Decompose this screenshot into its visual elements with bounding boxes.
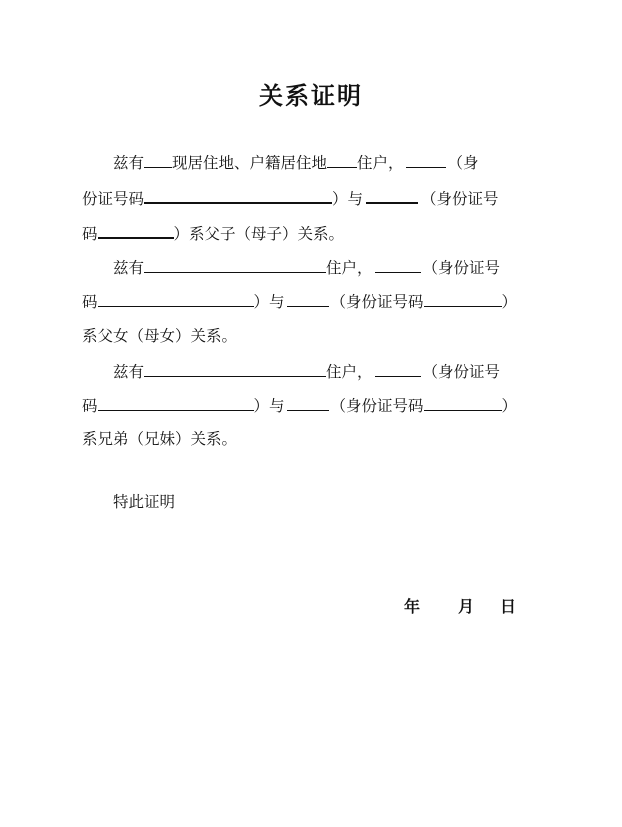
para3-line3 [82, 428, 542, 450]
date-month: 月 [458, 597, 475, 616]
para2-person2-blank[interactable] [287, 290, 329, 307]
para2-id-blank-a[interactable] [98, 290, 254, 307]
para1-resident: 住户， [357, 154, 404, 172]
para1-line3 [82, 221, 542, 245]
closing-line [82, 491, 542, 513]
para1-place-blank-right[interactable] [327, 151, 357, 168]
para2-id-label-b: （身份证号码 [330, 293, 424, 311]
document-title: 关系证明 [259, 82, 363, 110]
para3-id-label-a: （身份证号 [422, 363, 501, 381]
para1-close-with: ）与 [332, 190, 364, 208]
para2-relation: 系父女（母女）关系。 [82, 327, 238, 345]
para3-close: ） [501, 397, 518, 415]
para3-close-with: ）与 [253, 397, 285, 415]
para2-person1-blank[interactable] [375, 256, 421, 273]
para1-line2 [82, 186, 542, 210]
date-line [404, 594, 516, 617]
para2-place-blank[interactable] [144, 256, 326, 273]
para3-id-blank-a[interactable] [98, 394, 254, 411]
para2-line3 [82, 325, 542, 347]
para1-id-label-b: （身份证号 [421, 190, 499, 208]
para3-person1-blank[interactable] [375, 360, 421, 377]
para1-id-label-a: 份证号码 [82, 190, 145, 208]
closing-text: 特此证明 [113, 493, 176, 511]
para1-lead: 兹有 [113, 154, 145, 172]
para3-id-blank-b[interactable] [424, 394, 502, 411]
para3-person2-blank[interactable] [287, 394, 329, 411]
para3-line1 [82, 360, 542, 383]
para1-ma: 码 [82, 225, 98, 243]
para2-line1 [82, 256, 542, 279]
para2-id-blank-b[interactable] [424, 290, 502, 307]
para2-close-with: ）与 [253, 293, 285, 311]
date-year: 年 [404, 597, 421, 616]
para1-relation: ）系父子（母子）关系。 [173, 225, 345, 243]
para1-person1-blank[interactable] [406, 151, 446, 168]
para2-resident: 住户， [326, 259, 373, 277]
para1-person2-blank[interactable] [366, 186, 418, 204]
para3-line2 [82, 394, 542, 417]
para1-id-blank-b[interactable] [98, 221, 174, 239]
para2-lead: 兹有 [113, 259, 145, 277]
para3-resident: 住户， [326, 363, 373, 381]
date-day: 日 [500, 597, 517, 616]
para1-id-blank-a[interactable] [144, 186, 332, 204]
para2-close: ） [501, 293, 518, 311]
para3-id-label-b: （身份证号码 [330, 397, 424, 415]
para1-place-blank-left[interactable] [144, 151, 172, 168]
para3-relation: 系兄弟（兄妹）关系。 [82, 430, 238, 448]
para3-place-blank[interactable] [144, 360, 326, 377]
para2-id-label-a: （身份证号 [422, 259, 501, 277]
para3-lead: 兹有 [113, 363, 145, 381]
para1-open1: （身 [447, 154, 479, 172]
para3-ma: 码 [82, 397, 98, 415]
para2-ma: 码 [82, 293, 98, 311]
para1-place: 现居住地、户籍居住地 [172, 154, 328, 172]
para1-line1 [82, 151, 542, 174]
para2-line2 [82, 290, 542, 313]
